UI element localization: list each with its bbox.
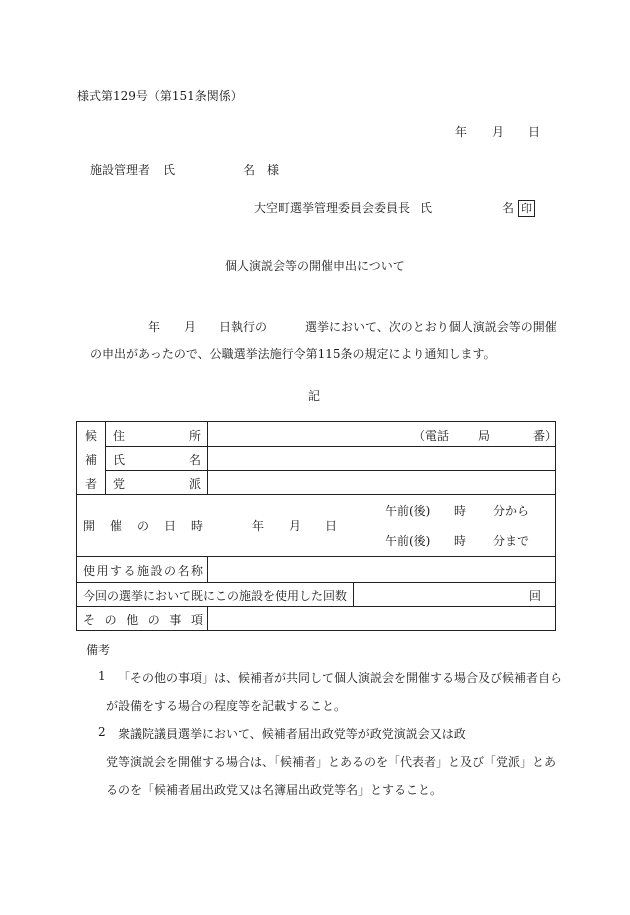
- addressee-mei: 名: [243, 163, 256, 177]
- other-label-6: 項: [190, 613, 203, 627]
- candidate-name-field[interactable]: [213, 449, 553, 468]
- note-2-number: 2: [98, 725, 106, 739]
- time-to-hour: 時: [454, 534, 467, 548]
- name-label: [113, 451, 201, 468]
- body-rest: 選挙において、次のとおり個人演説会等の開催: [305, 320, 557, 334]
- date-month: 月: [492, 125, 505, 139]
- sender-title: 大空町選挙管理委員会委員長: [254, 201, 411, 215]
- other-label-3: 他: [126, 613, 139, 627]
- form-number: 様式第129号（第151条関係）: [77, 89, 243, 103]
- address-field[interactable]: [213, 424, 558, 444]
- note-1-number: 1: [98, 669, 106, 683]
- previous-use-label: 今回の選挙において既にこの施設を使用した回数: [83, 589, 348, 603]
- date-day: 日: [528, 125, 541, 139]
- other-label-5: 事: [169, 613, 182, 627]
- candidate-label-1: 候: [85, 429, 98, 443]
- note-1-line-1: 「その他の事項」は、候補者が共同して個人演説会を開催する場合及び候補者自ら: [118, 671, 563, 685]
- datetime-label-3: の: [136, 519, 149, 533]
- body-month: 月: [184, 320, 197, 334]
- addressee-role: 施設管理者: [90, 163, 151, 177]
- candidate-label-2: 補: [85, 453, 98, 467]
- body-year: 年: [148, 320, 161, 334]
- ki-mark: 記: [308, 389, 321, 403]
- date-year: 年: [455, 125, 468, 139]
- note-2-line-1: 衆議院議員選挙において、候補者届出政党等が政党演説会又は政: [118, 727, 466, 741]
- application-table: [76, 421, 556, 631]
- datetime-label-4: 日: [163, 519, 176, 533]
- note-1-line-2: が設備をする場合の程度等を記載すること。: [106, 699, 347, 713]
- other-matters-field[interactable]: [213, 609, 553, 628]
- notes-heading: 備考: [86, 643, 111, 657]
- datetime-label-5: 時: [190, 519, 203, 533]
- sender-mei-text: 名: [502, 201, 515, 215]
- held-day: 日: [325, 519, 338, 533]
- datetime-label-2: 催: [109, 519, 122, 533]
- other-label-2: の: [104, 613, 117, 627]
- time-from-hour: 時: [454, 504, 467, 518]
- seal-mark: 印: [518, 200, 535, 217]
- body-day-held: 日執行の: [219, 320, 268, 334]
- name-label-a: 氏: [113, 453, 126, 467]
- party-label-a: 党: [113, 477, 126, 491]
- previous-use-field[interactable]: [359, 585, 553, 604]
- phone-ban: 番）: [533, 429, 558, 443]
- addressee-sama: 様: [267, 163, 280, 177]
- address-label-a: 住: [113, 429, 126, 443]
- time-to-ampm: 午前(後): [385, 534, 431, 548]
- time-from-minute: 分から: [493, 504, 530, 518]
- candidate-label-3: 者: [85, 477, 98, 491]
- body-line-2: の申出があったので、公職選挙法施行令第115条の規定により通知します。: [90, 347, 496, 361]
- datetime-label: [83, 517, 203, 534]
- other-matters-label: [83, 611, 203, 628]
- addressee-shi: 氏: [163, 163, 176, 177]
- facility-label: 使用する施設の名称: [83, 564, 205, 578]
- datetime-label-1: 開: [83, 519, 96, 533]
- facility-name-field[interactable]: [213, 559, 553, 579]
- held-year: 年: [252, 519, 265, 533]
- party-field[interactable]: [213, 473, 553, 492]
- held-month: 月: [289, 519, 302, 533]
- name-label-b: 名: [188, 453, 201, 467]
- time-from-ampm: 午前(後): [385, 504, 431, 518]
- sender-shi: 氏: [420, 201, 433, 215]
- party-label-b: 派: [188, 477, 201, 491]
- note-2-line-2: 党等演説会を開催する場合は、「候補者」とあるのを「代表者」と及び「党派」とあ: [106, 755, 557, 769]
- times-unit: 回: [529, 589, 542, 603]
- document-title: 個人演説会等の開催申出について: [225, 259, 405, 273]
- sender-mei: [502, 199, 535, 217]
- phone-open: （電話: [413, 429, 450, 443]
- note-2-line-3: るのを「候補者届出政党又は名簿届出政党等名」とすること。: [106, 783, 443, 797]
- time-to-minute: 分まで: [493, 534, 530, 548]
- party-label: [113, 475, 201, 492]
- address-label-b: 所: [188, 429, 201, 443]
- address-label: [113, 427, 201, 444]
- other-label-4: の: [147, 613, 160, 627]
- other-label-1: そ: [83, 613, 96, 627]
- phone-kyoku: 局: [478, 429, 491, 443]
